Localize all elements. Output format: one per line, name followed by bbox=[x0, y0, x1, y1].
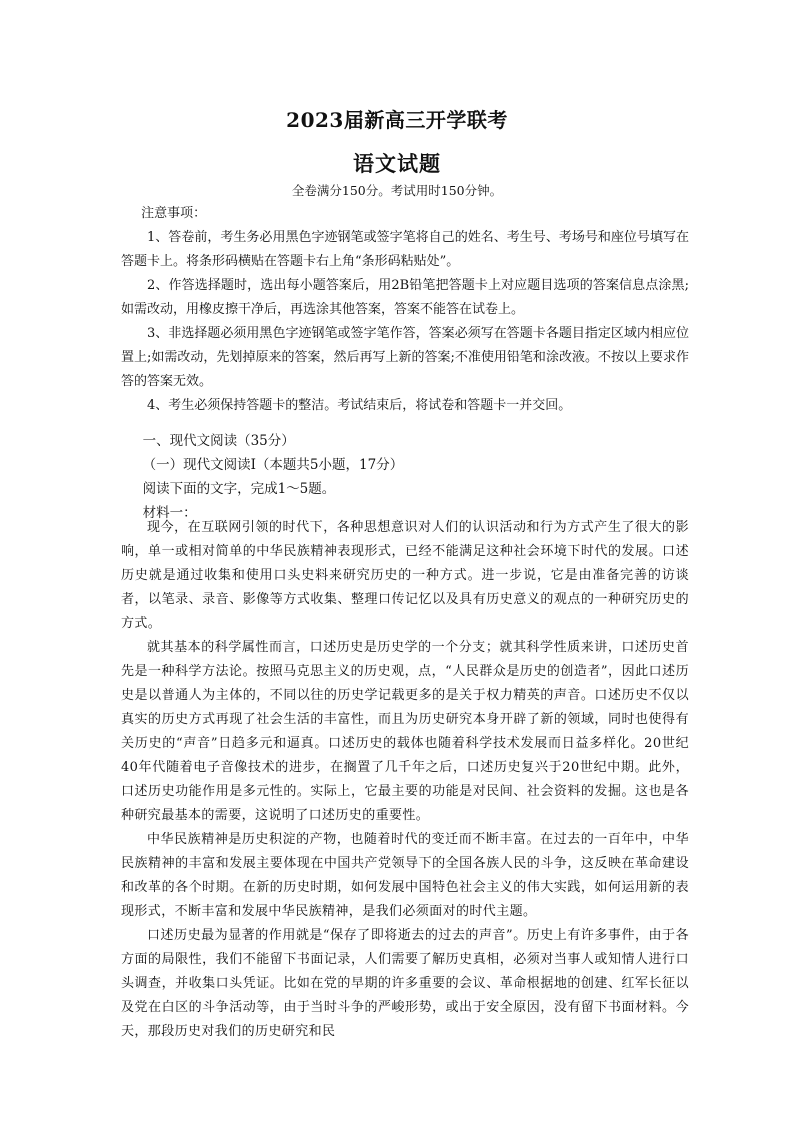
article-paragraph: 口述历史最为显著的作用就是“保存了即将逝去的过去的声音”。历史上有许多事件，由于各方面的局限性，我们不能留下书面记录，人们需要了解历史真相，必须对当事人或知情人进行口头调查，并收集口头凭证。比如在党的早期的许多重要的会议、革命根据地的创建、红军长征以及党在白区的斗争活动等，由于当时斗争的严峻形势，或出于安全原因，没有留下书面材料。今天，那段历史对我们的历史研究和民 bbox=[121, 928, 689, 1039]
reading-article bbox=[121, 516, 689, 1044]
notes-block bbox=[121, 202, 689, 418]
section-instruction: 阅读下面的文字，完成1～5题。 bbox=[142, 481, 336, 497]
article-paragraph: 就其基本的科学属性而言，口述历史是历史学的一个分支；就其科学性质来讲，口述历史首先是一种科学方法论。按照马克思主义的历史观，点，“人民群众是历史的创造者”，因此口述历史是以普通人为主体的，不同以往的历史学记载更多的是关于权力精英的声音。口述历史不仅以真实的历史方式再现了社会生活的丰富性，而且为历史研究本身开辟了新的领域，同时也使得有关历史的“声音”日趋多元和逼真。口述历史的载体也随着科学技术发展而日益多样化。20世纪40年代随着电子音像技术的进步，在搁置了几千年之后，口述历史复兴于20世纪中期。此外，口述历史功能作用是多元性的。实际上，它最主要的功能是对民间、社会资料的发掘。这也是各种研究最基本的需要，这说明了口述历史的重要性。 bbox=[121, 640, 689, 823]
article-paragraph: 现今，在互联网引领的时代下，各种思想意识对人们的认识活动和行为方式产生了很大的影响，单一或相对简单的中华民族精神表现形式，已经不能满足这种社会环境下时代的发展。口述历史就是通过收集和使用口头史料来研究历史的一种方式。进一步说，它是由准备完善的访谈者，以笔录、录音、影像等方式收集、整理口传记忆以及具有历史意义的观点的一种研究历史的方式。 bbox=[121, 520, 689, 631]
material-label: 材料一： bbox=[142, 505, 197, 521]
section-subheading: （一）现代文阅读Ⅰ（本题共5小题，17分） bbox=[142, 457, 404, 473]
section-heading: 一、现代文阅读（35分） bbox=[142, 433, 295, 449]
notes-item: 4、考生必须保持答题卡的整洁。考试结束后，将试卷和答题卡一并交回。 bbox=[147, 398, 572, 413]
notes-item: 3、非选择题必须用黑色字迹钢笔或签字笔作答，答案必须写在答题卡各题目指定区域内相应位置上;如需改动，先划掉原来的答案，然后再写上新的答案;不准使用铅笔和涂改液。不按以上要求作答的答案无效。 bbox=[121, 326, 689, 389]
article-paragraph: 中华民族精神是历史积淀的产物，也随着时代的变迁而不断丰富。在过去的一百年中，中华民族精神的丰富和发展主要体现在中国共产党领导下的全国各族人民的斗争，这反映在革命建设和改革的各个时期。在新的历史时期，如何发展中国特色社会主义的伟大实践，如何运用新的表现形式，不断丰富和发展中华民族精神，是我们必须面对的时代主题。 bbox=[121, 832, 689, 919]
section-header bbox=[121, 429, 689, 525]
exam-title: 2023届新高三开学联考 bbox=[286, 108, 508, 132]
exam-info: 全卷满分150分。考试用时150分钟。 bbox=[291, 183, 503, 198]
notes-title: 注意事项： bbox=[141, 206, 207, 221]
notes-item: 1、答卷前，考生务必用黑色字迹钢笔或签字笔将自己的姓名、考生号、考场号和座位号填写在答题卡上。将条形码横贴在答题卡右上角“条形码粘贴处”。 bbox=[121, 230, 689, 269]
subject-title: 语文试题 bbox=[353, 151, 441, 176]
notes-item: 2、作答选择题时，选出每小题答案后，用2B铅笔把答题卡上对应题目选项的答案信息点涂黑;如需改动，用橡皮擦干净后，再选涂其他答案，答案不能答在试卷上。 bbox=[121, 278, 689, 317]
